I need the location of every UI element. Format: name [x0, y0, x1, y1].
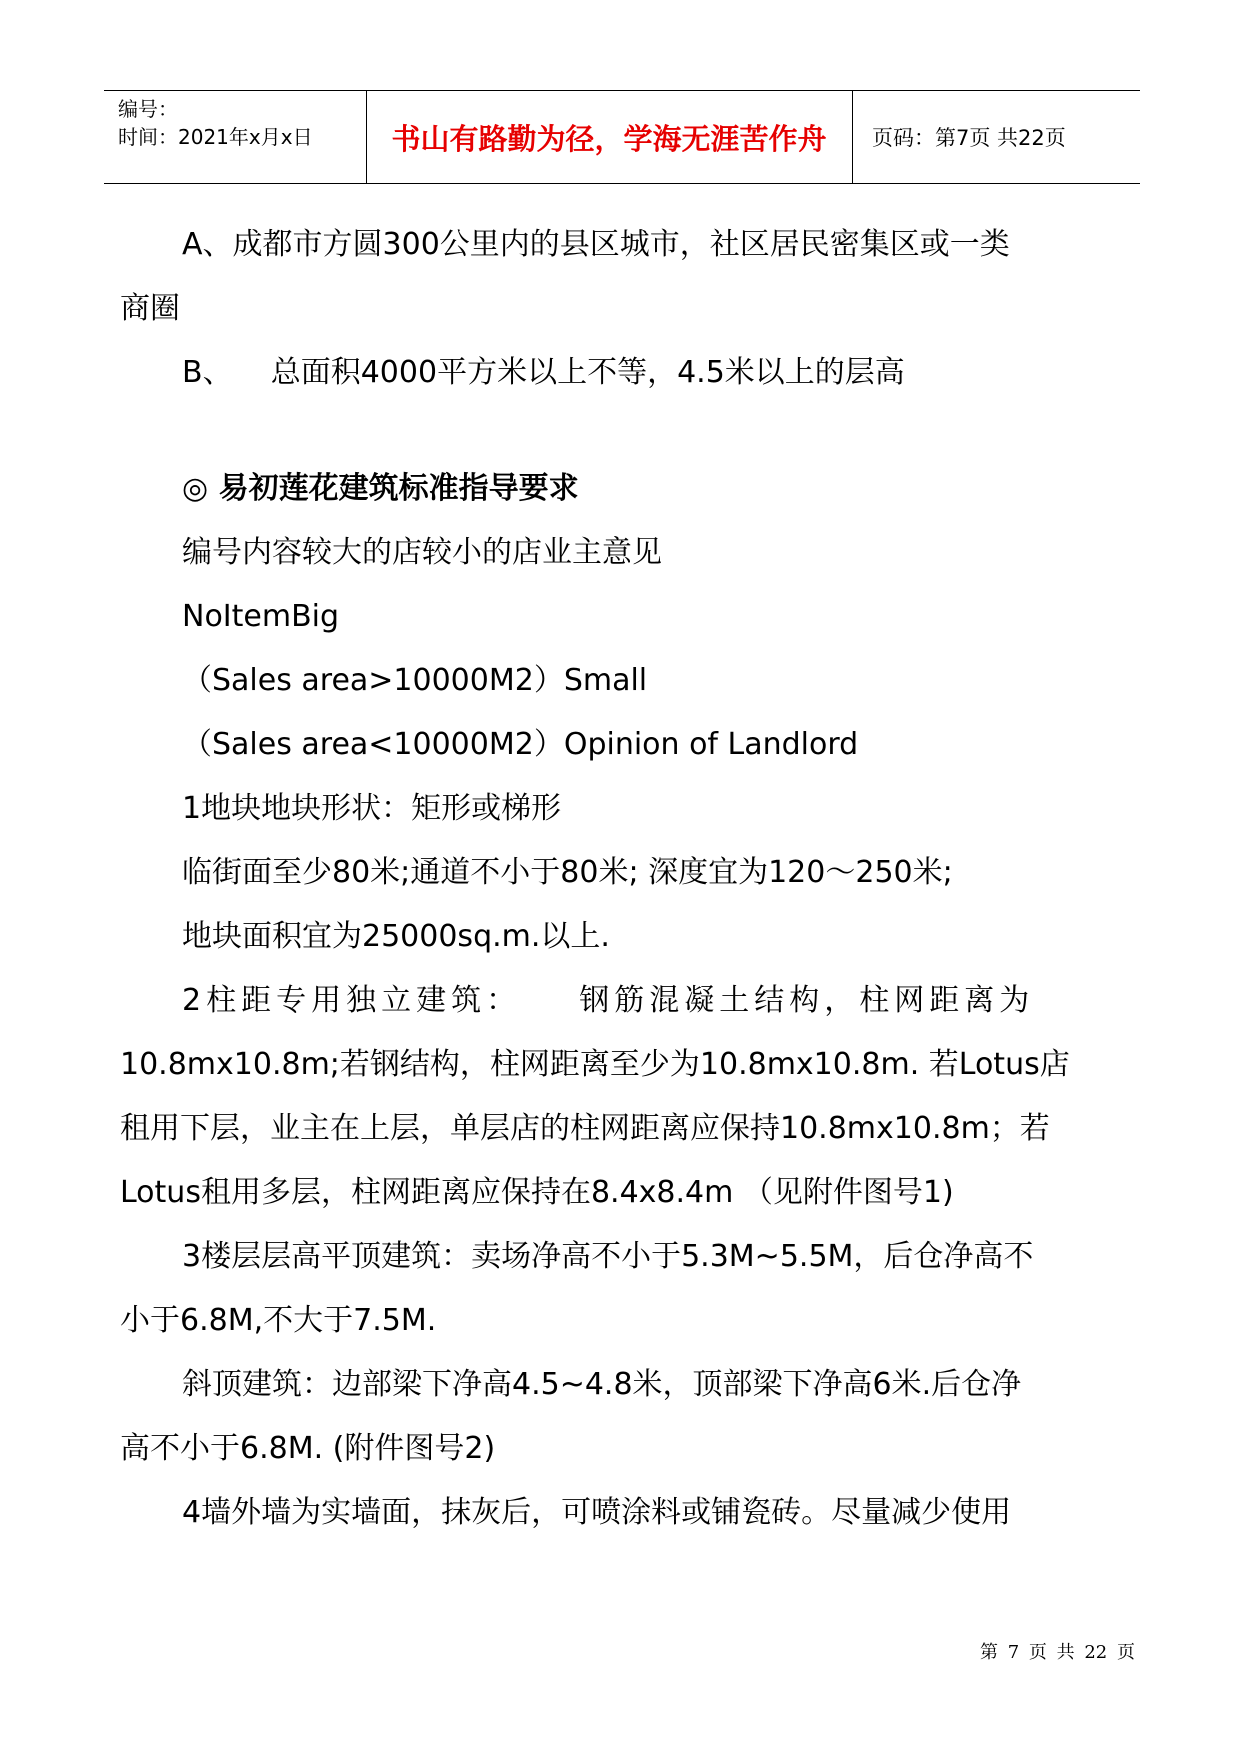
paragraph-a: A、成都市方圆300公里内的县区城市，社区居民密集区或一类: [182, 227, 1010, 262]
item2-line4: Lotus租用多层，柱网距离应保持在8.4x8.4m （见附件图号1): [120, 1175, 954, 1210]
item3-line1: 3楼层层高平顶建筑：卖场净高不小于5.3M~5.5M，后仓净高不: [182, 1239, 1034, 1274]
item1-title: 1地块地块形状：矩形或梯形: [182, 791, 562, 826]
item2-line1: 2柱距专用独立建筑： 钢筋混凝土结构，柱网距离为: [182, 983, 1035, 1018]
item3-line3: 斜顶建筑：边部梁下净高4.5~4.8米，顶部梁下净高6米.后仓净: [182, 1367, 1022, 1402]
document-number: 编号：: [118, 97, 178, 121]
spacer: [120, 405, 1130, 457]
item3-line2: 小于6.8M,不大于7.5M.: [120, 1303, 437, 1338]
header-meta: [118, 95, 313, 151]
item3-line4: 高不小于6.8M. (附件图号2): [120, 1431, 496, 1466]
header-divider: [852, 91, 853, 183]
item4-line1: 4墙外墙为实墙面，抹灰后，可喷涂料或铺瓷砖。尽量减少使用: [182, 1495, 1012, 1530]
item1-area: 地块面积宜为25000sq.m.以上.: [182, 919, 610, 954]
table-header-en: NoItemBig: [182, 599, 340, 634]
document-body: [120, 213, 1130, 1545]
item1-frontage: 临街面至少80米;通道不小于80米; 深度宜为120～250米;: [182, 855, 953, 890]
header-page-info: 页码：第7页 共22页: [872, 126, 1066, 150]
paragraph-b: B、 总面积4000平方米以上不等，4.5米以上的层高: [182, 355, 905, 390]
section-heading: ◎ 易初莲花建筑标准指导要求: [182, 471, 579, 506]
paragraph-a-continued: 商圈: [120, 291, 180, 326]
item2-line2: 10.8mx10.8m;若钢结构，柱网距离至少为10.8mx10.8m. 若Lotus店: [120, 1047, 1070, 1082]
small-store-description: （Sales area<10000M2）Opinion of Landlord: [182, 727, 859, 762]
big-store-description: （Sales area>10000M2）Small: [182, 663, 648, 698]
page-header: [104, 90, 1140, 184]
header-motto: 书山有路勤为径，学海无涯苦作舟: [391, 121, 827, 156]
document-time: 时间：2021年x月x日: [118, 125, 313, 149]
table-header-cn: 编号内容较大的店较小的店业主意见: [182, 535, 662, 570]
page-footer: 第 7 页 共 22 页: [980, 1642, 1135, 1663]
item2-line3: 租用下层，业主在上层，单层店的柱网距离应保持10.8mx10.8m；若: [120, 1111, 1050, 1146]
